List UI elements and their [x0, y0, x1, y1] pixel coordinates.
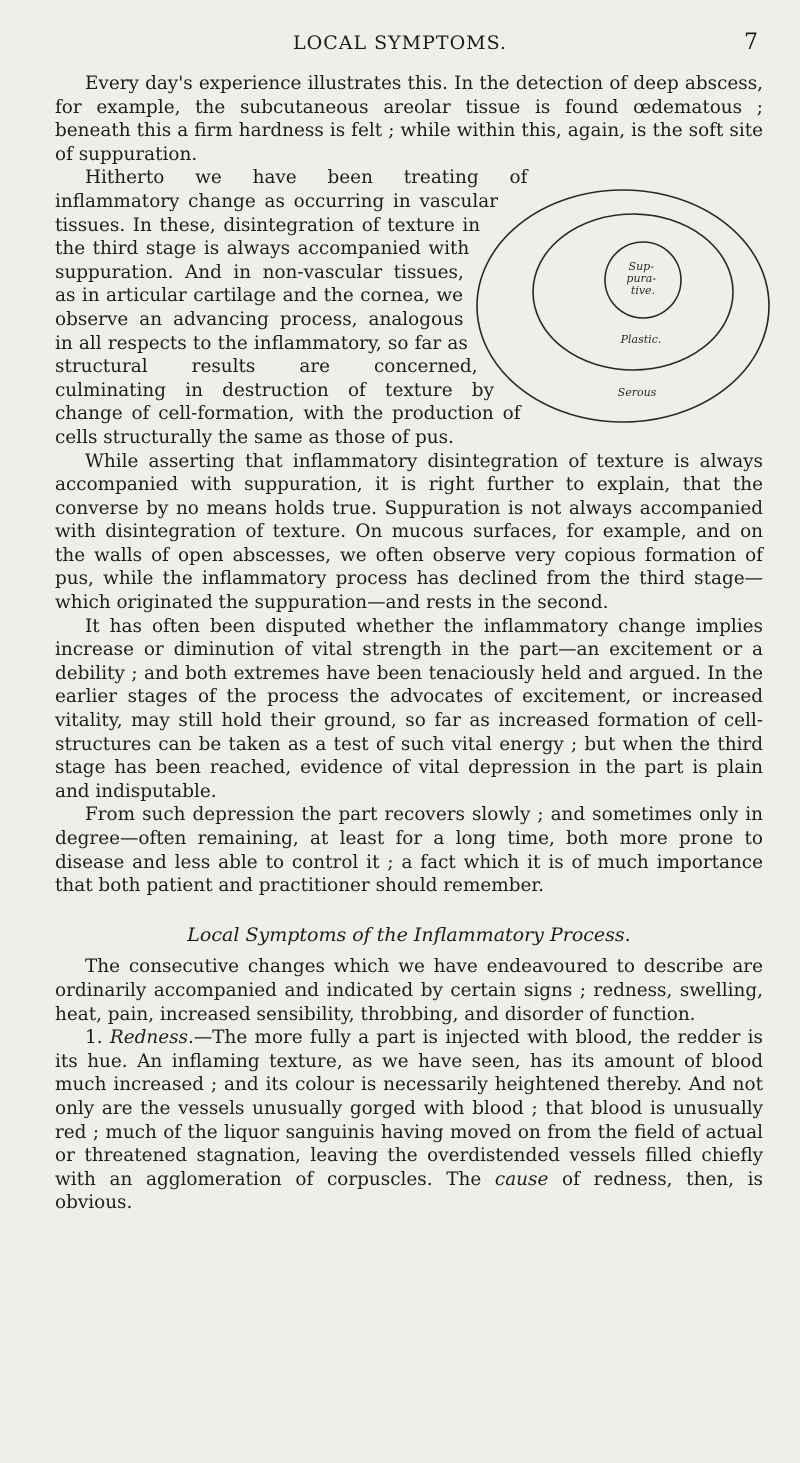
- redness-ending: of redness, then, is obvious.: [55, 1168, 763, 1214]
- page-header: [0, 30, 800, 58]
- concentric-zones-diagram: [471, 182, 771, 430]
- paragraph-2: Hitherto we have been treating of inflammatory change as occurring in vascular tissues. In these, disintegration of texture in the third stage is always accompanied with suppuration. And in non-vascular tissues, as in articular cartilage and the cornea, we observe an advancing process, analogous in all respects to the inflammatory, so far as structural results are concerned, culminating in destruction of texture by change of cell-formation, with the production of cells structurally the same as those of pus.: [55, 167, 528, 448]
- paragraph-4: It has often been disputed whether the inflammatory change implies increase or diminution of vital strength in the part—an excitement or a debility ; and both extremes have been tenaciously held and argued. In the earlier stages of the process the advocates of excitement, or increased vitality, may still hold their ground, so far as increased formation of cell-structures can be taken as a test of such vital energy ; but when the third stage has been reached, evidence of vital depression in the part is plain and indisputable.: [55, 615, 763, 802]
- redness-text: —The more fully a part is injected with blood, the redder is its hue. An inflaming texture, as we have seen, has its amount of blood much increased ; and its colour is necessarily heightened thereby. And not only are the vessels unusually gorged with blood ; that blood is unusually red ; much of the liquor sanguinis having moved on from the field of actual or threatened stagnation, leaving the overdistended vessels filled chiefly with an agglomeration of corpuscles. The: [55, 1027, 763, 1190]
- running-title: LOCAL SYMPTOMS.: [293, 32, 507, 54]
- paragraph-5: From such depression the part recovers slowly ; and sometimes only in degree—often remaining, at least for a long time, both more prone to disease and less able to control it ; a fact which it is of much importance that both patient and practitioner should remember.: [55, 804, 763, 897]
- paragraph-1: Every day's experience illustrates this. In the detection of deep abscess, for example, the subcutaneous areolar tissue is found œdematous ; beneath this a firm hardness is felt ; while within this, again, is the soft site of suppuration.: [55, 73, 763, 165]
- redness-label: Redness.: [109, 1027, 194, 1049]
- concentric-zones-figure: [471, 182, 771, 430]
- paragraph-6: The consecutive changes which we have endeavoured to describe are ordinarily accompanied and indicated by certain signs ; redness, swelling, heat, pain, increased sensibility, throbbing, and disorder of function.: [55, 956, 763, 1025]
- body-text: [55, 72, 763, 1215]
- plastic-label: Plastic.: [620, 333, 662, 347]
- redness-number: 1.: [85, 1027, 103, 1049]
- paragraph-3: While asserting that inflammatory disintegration of texture is always accompanied with suppuration, it is right further to explain, that the converse by no means holds true. Suppuration is not always accompanied with disintegration of texture. On mucous surfaces, for example, and on the walls of open abscesses, we often observe very copious formation of pus, while the inflammatory process has declined from the third stage—which originated the suppuration—and rests in the second.: [55, 450, 763, 614]
- paragraph-7: [55, 1026, 763, 1215]
- suppurative-label: Sup- pura- tive.: [626, 260, 657, 298]
- section-heading: Local Symptoms of the Inflammatory Process.: [187, 923, 631, 946]
- cause-emphasis: cause: [494, 1168, 549, 1190]
- page-number: 7: [744, 30, 758, 55]
- serous-label: Serous: [617, 386, 657, 400]
